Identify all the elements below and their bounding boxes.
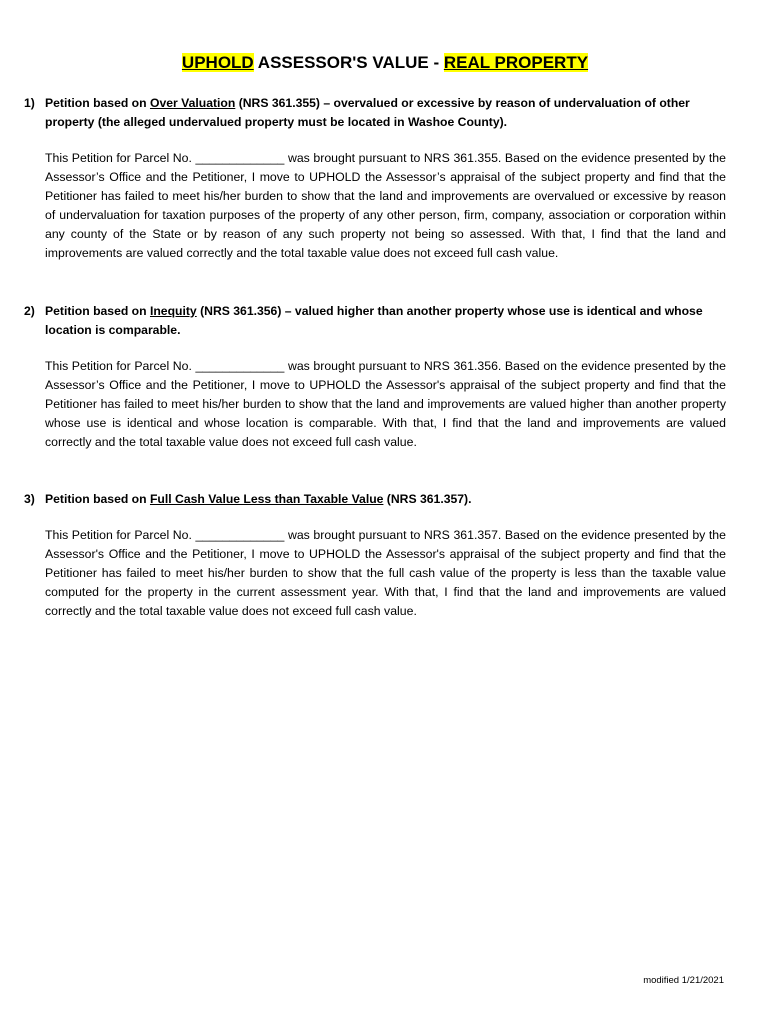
section-body: This Petition for Parcel No. _____________ was brought pursuant to NRS 361.357. Based on the evidence presented by the Assessor's Office and the Petitioner, I move to UPHOLD the Assessor's appraisal of the subject property and find that the Petitioner has failed to meet his/her burden to show that the full cash value of the property is less than the taxable value computed for the property in the current assessment year. With that, I find that the land and improvements are valued correctly and the total taxable value does not exceed full cash value.	[45, 528, 726, 618]
title-real-property: REAL PROPERTY	[443, 53, 589, 72]
section-body: This Petition for Parcel No. _____________ was brought pursuant to NRS 361.356. Based on the evidence presented by the Assessor’s Office and the Petitioner, I move to UPHOLD the Assessor's appraisal of the subject property and find that the Petitioner has failed to meet his/her burden to show that the land and improvements are valued higher than another property whose use is identical and whose location is comparable. With that, I find that the land and improvements are valued correctly and the total taxable value does not exceed full cash value.	[45, 359, 726, 449]
title-uphold: UPHOLD	[181, 53, 254, 72]
heading-suffix: (NRS 361.357).	[383, 492, 472, 506]
section-body: This Petition for Parcel No. _____________ was brought pursuant to NRS 361.355. Based on the evidence presented by the Assessor’s Office and the Petitioner, I move to UPHOLD the Assessor’s appraisal of the subject property and find that the Petitioner has failed to meet his/her burden to show that the land and improvements are overvalued or excessive by reason of undervaluation for taxation purposes of the property of any other person, firm, company, association or corporation within any county of the State or by reason of any such property not being so assessed. With that, I find that the land and improvements are valued correctly and the total taxable value does not exceed full cash value.	[45, 151, 726, 260]
section-number: 1)	[24, 96, 35, 110]
heading-underlined: Inequity	[149, 304, 197, 318]
page-title	[0, 52, 770, 74]
section-full-cash-value	[24, 490, 726, 621]
section-heading	[24, 302, 726, 340]
heading-prefix: Petition based on	[45, 96, 150, 110]
section-heading-text	[45, 302, 726, 340]
section-heading-text	[45, 94, 726, 132]
section-number: 2)	[24, 304, 35, 318]
heading-suffix: (NRS 361.355) – overvalued or excessive by reason of undervaluation of other property (the alleged undervalued property must be located in Washoe County).	[45, 96, 690, 129]
section-heading-text	[45, 490, 726, 509]
section-heading	[24, 490, 726, 509]
heading-suffix: (NRS 361.356) – valued higher than another property whose use is identical and whose location is comparable.	[45, 304, 703, 337]
footer-modified-date: modified 1/21/2021	[643, 975, 724, 986]
heading-underlined: Over Valuation	[149, 96, 236, 110]
heading-prefix: Petition based on	[45, 492, 150, 506]
section-heading	[24, 94, 726, 132]
section-number: 3)	[24, 492, 35, 506]
section-inequity	[24, 302, 726, 452]
heading-prefix: Petition based on	[45, 304, 150, 318]
section-over-valuation	[24, 94, 726, 263]
heading-underlined: Full Cash Value Less than Taxable Value	[149, 492, 384, 506]
title-middle: ASSESSOR'S VALUE -	[253, 53, 444, 72]
